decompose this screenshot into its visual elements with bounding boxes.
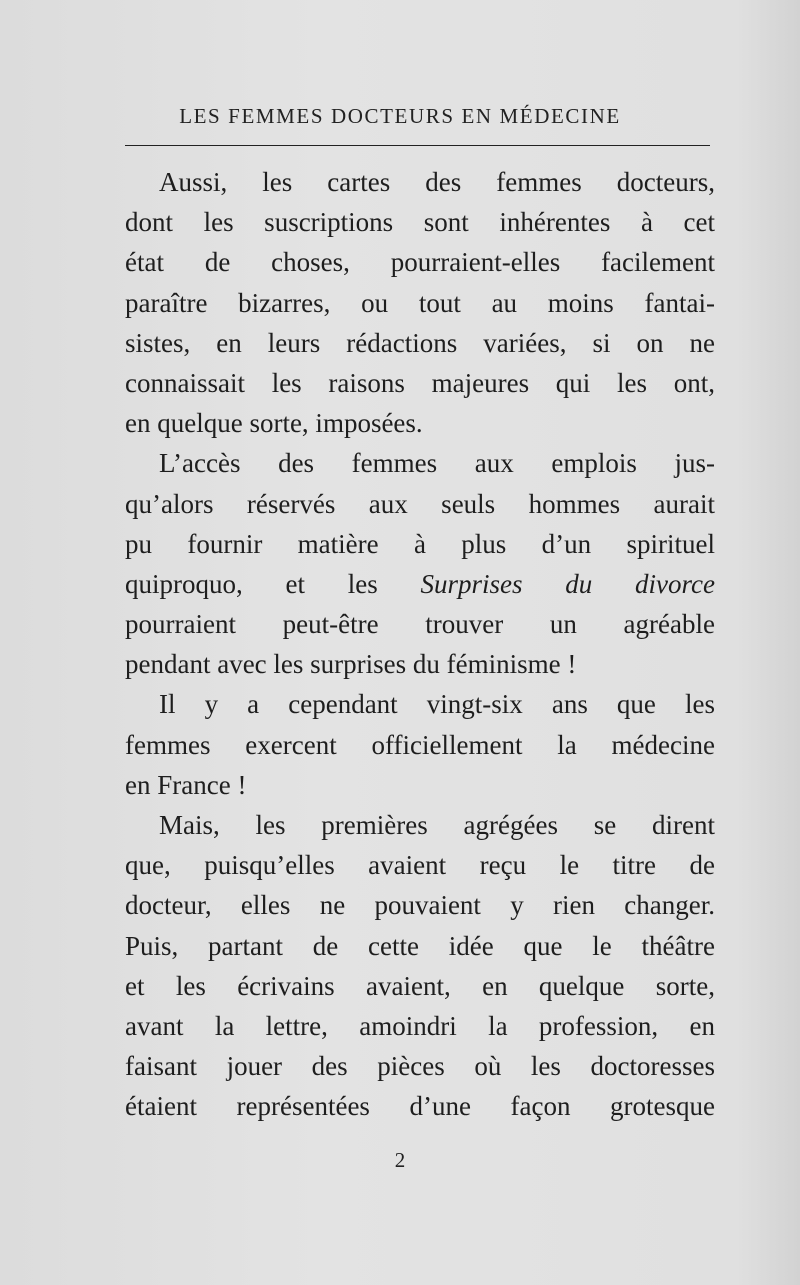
text-line: étaient représentées d’une façon grotesque	[125, 1091, 715, 1122]
text-line: Puis, partant de cette idée que le théâtre	[125, 930, 715, 961]
text-line: en quelque sorte, imposées.	[125, 408, 423, 439]
book-title: Surprises du divorce	[420, 568, 715, 599]
text-line: pourraient peut-être trouver un agréable	[125, 609, 715, 640]
text-line: paraître bizarres, ou tout au moins fantai-	[125, 287, 715, 318]
running-head: LES FEMMES DOCTEURS EN MÉDECINE	[179, 104, 621, 128]
body-text	[125, 162, 715, 1127]
text-line: docteur, elles ne pouvaient y rien changer.	[125, 890, 715, 921]
text-line: Mais, les premières agrégées se dirent	[159, 810, 715, 840]
text-line: sistes, en leurs rédactions variées, si on ne	[125, 327, 715, 358]
text-line: que, puisqu’elles avaient reçu le titre de	[125, 850, 715, 881]
text-line: femmes exercent officiellement la médecine	[125, 729, 715, 760]
text-line: faisant jouer des pièces où les doctoresses	[125, 1051, 715, 1082]
text-line: état de choses, pourraient-elles facilement	[125, 247, 715, 278]
header-rule	[125, 145, 710, 146]
text-run: quiproquo, et les	[125, 568, 378, 599]
text-line: Aussi, les cartes des femmes docteurs,	[159, 167, 715, 197]
text-line: L’accès des femmes aux emplois jus-	[159, 448, 715, 479]
text-line: et les écrivains avaient, en quelque sorte,	[125, 970, 715, 1001]
text-line: dont les suscriptions sont inhérentes à cet	[125, 207, 715, 238]
text-line: pu fournir matière à plus d’un spirituel	[125, 528, 715, 559]
text-line: avant la lettre, amoindri la profession, en	[125, 1010, 715, 1041]
page-number: 2	[394, 1148, 406, 1172]
text-line: qu’alors réservés aux seuls hommes aurait	[125, 488, 715, 519]
text-line: pendant avec les surprises du féminisme !	[125, 649, 577, 680]
text-line: connaissait les raisons majeures qui les ont,	[125, 367, 715, 398]
text-line: Il y a cependant vingt-six ans que les	[159, 689, 715, 720]
text-line: en France !	[125, 769, 247, 800]
text-line-with-title	[125, 564, 715, 604]
